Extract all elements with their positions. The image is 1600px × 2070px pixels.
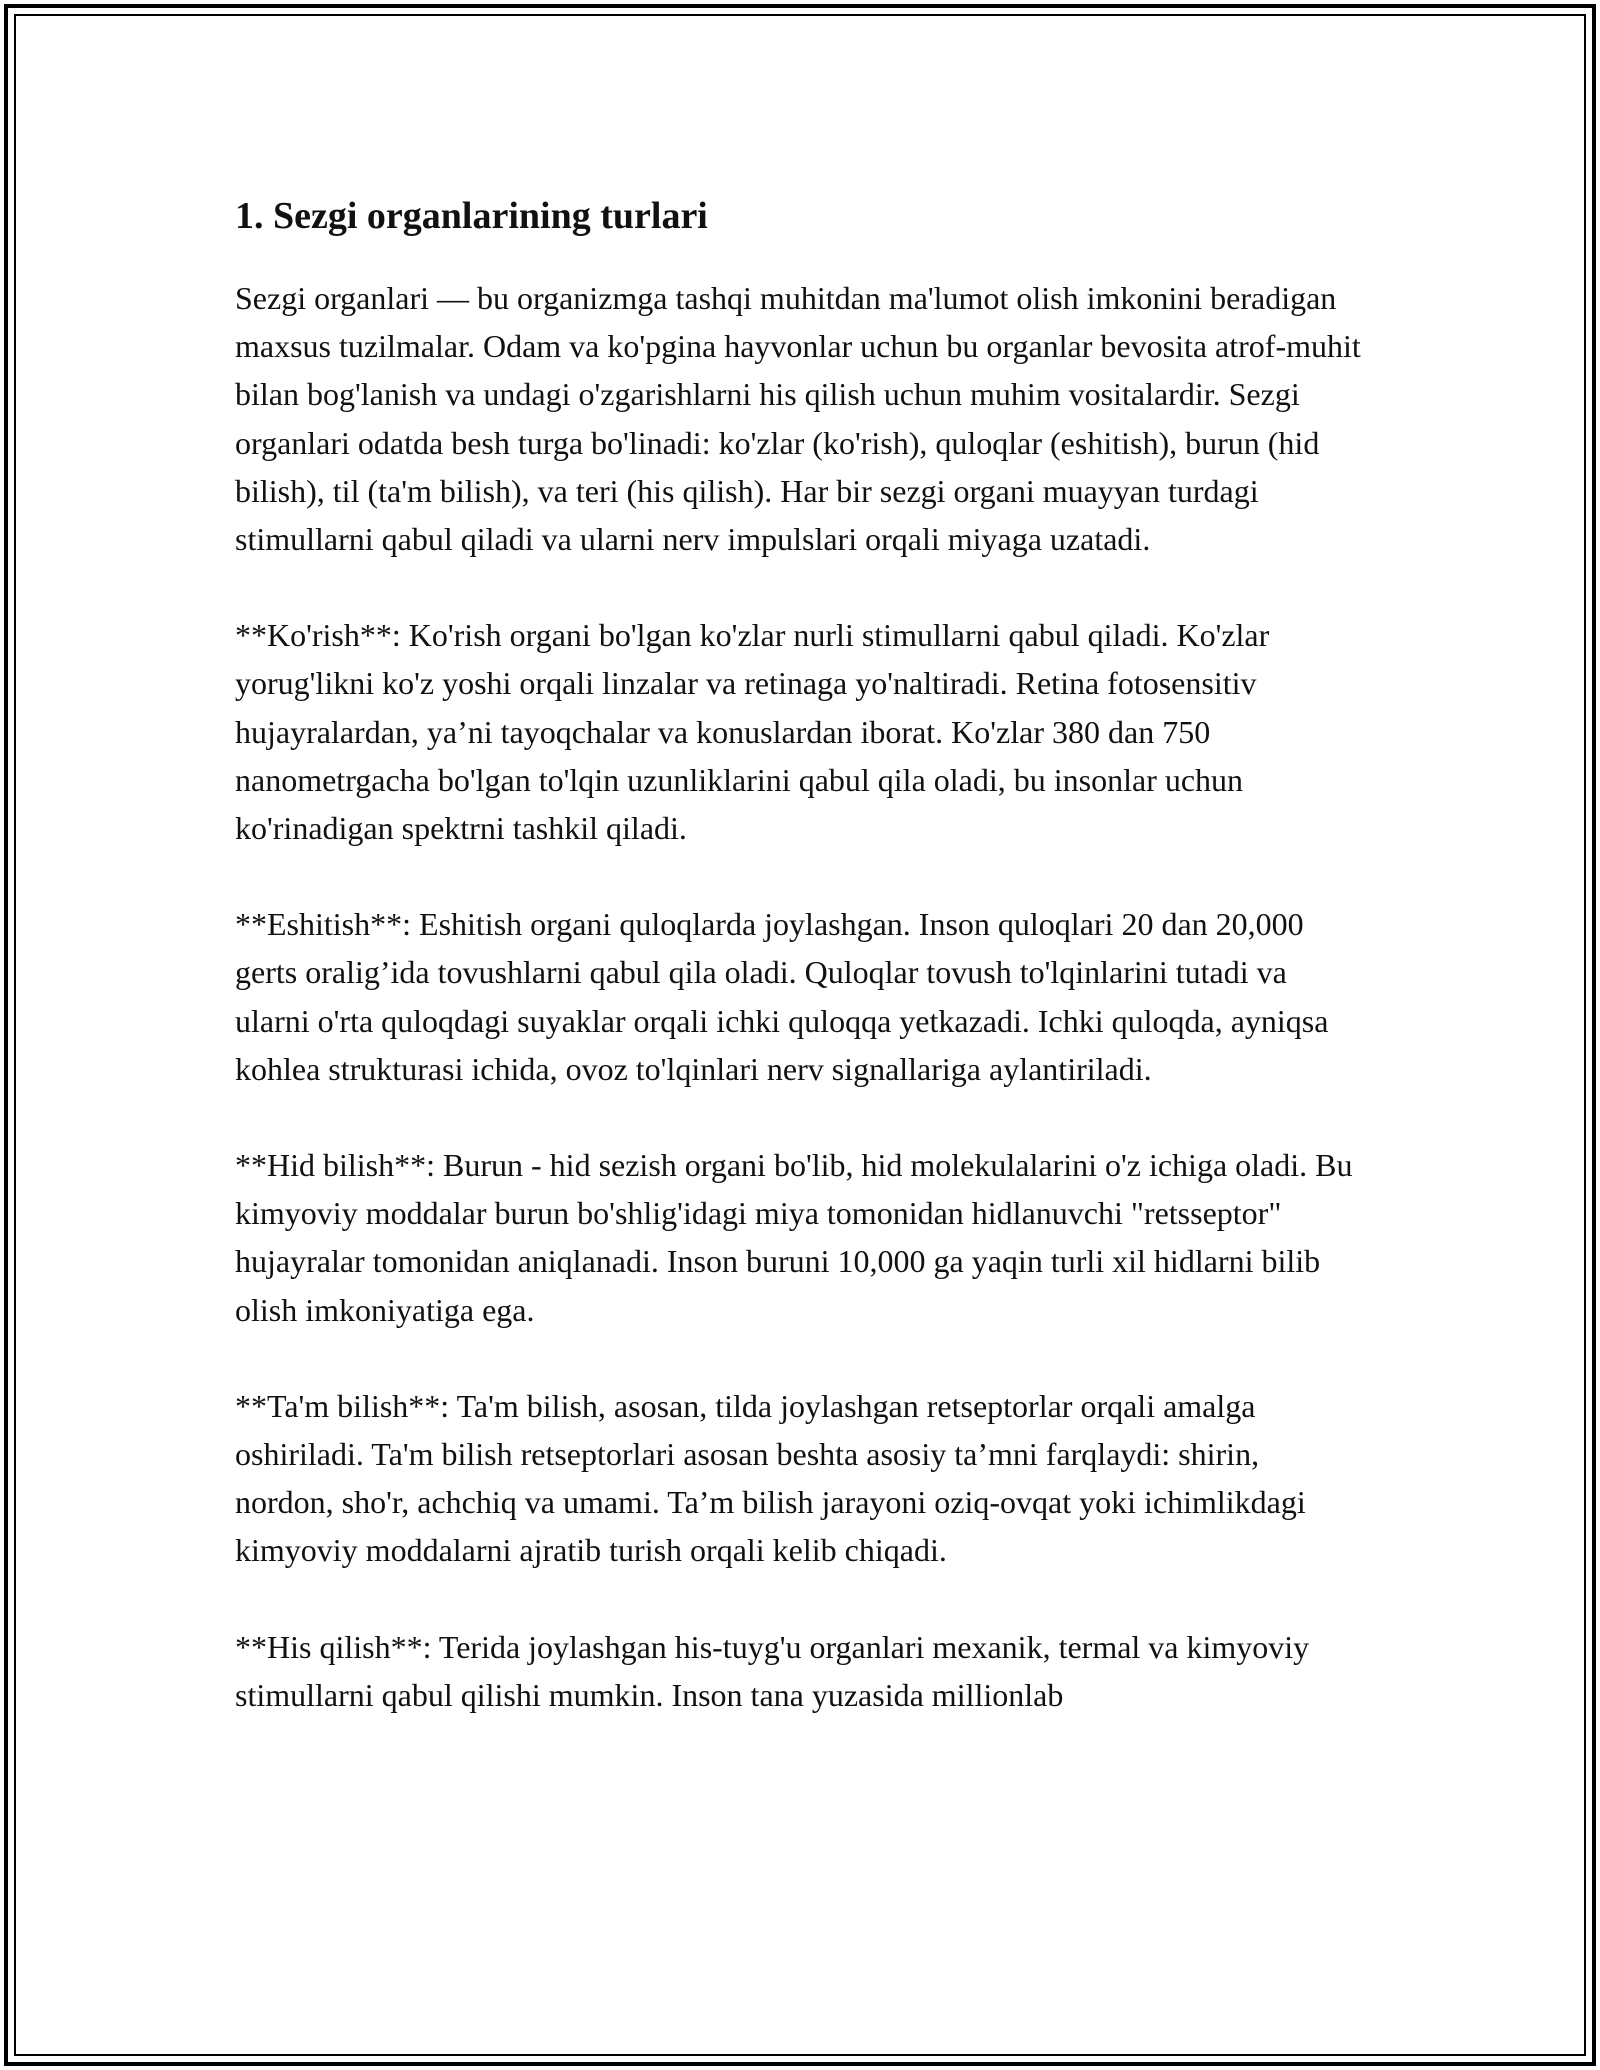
paragraph-hearing: **Eshitish**: Eshitish organi quloqlarda joylashgan. Inson quloqlari 20 dan 20,000 gerts oralig’ida tovushlarni qabul qila oladi. Quloqlar tovush to'lqinlarini tutadi va ularni o'rta quloqdagi suyaklar orqali ichki quloqqa yetkazadi. Ichki quloqda, ayniqsa kohlea strukturasi ichida, ovoz to'lqinlari nerv signallariga aylantiriladi.: [235, 906, 1329, 1087]
paragraph-taste: **Ta'm bilish**: Ta'm bilish, asosan, tilda joylashgan retseptorlar orqali amalga oshiriladi. Ta'm bilish retseptorlari asosan beshta asosiy ta’mni farqlaydi: shirin, nordon, sho'r, achchiq va umami. Ta’m bilish jarayoni oziq-ovqat yoki ichimlikdagi kimyoviy moddalarni ajratib turish orqali kelib chiqadi.: [235, 1387, 1306, 1569]
document-body: [235, 188, 1365, 1767]
paragraph-intro: Sezgi organlari — bu organizmga tashqi muhitdan ma'lumot olish imkonini beradigan maxsus tuzilmalar. Odam va ko'pgina hayvonlar uchun bu organlar bevosita atrof-muhit bilan bog'lanish va undagi o'zgarishlarni his qilish uchun muhim vositalardir. Sezgi organlari odatda besh turga bo'linadi: ko'zlar (ko'rish), quloqlar (eshitish), burun (hid bilish), til (ta'm bilish), va teri (his qilish). Har bir sezgi organi muayyan turdagi stimullarni qabul qiladi va ularni nerv impulslari orqali miyaga uzatadi.: [235, 280, 1361, 558]
paragraph-vision: **Ko'rish**: Ko'rish organi bo'lgan ko'zlar nurli stimullarni qabul qiladi. Ko'zlar yorug'likni ko'z yoshi orqali linzalar va retinaga yo'naltiradi. Retina fotosensitiv hujayralardan, ya’ni tayoqchalar va konuslardan iborat. Ko'zlar 380 dan 750 nanometrgacha bo'lgan to'lqin uzunliklarini qabul qila oladi, bu insonlar uchun ko'rinadigan spektrni tashkil qiladi.: [235, 617, 1270, 847]
paragraph-touch: **His qilish**: Terida joylashgan his-tuyg'u organlari mexanik, termal va kimyoviy stimullarni qabul qilishi mumkin. Inson tana yuzasida millionlab: [235, 1628, 1310, 1713]
paragraph-smell: **Hid bilish**: Burun - hid sezish organi bo'lib, hid molekulalarini o'z ichiga oladi. Bu kimyoviy moddalar burun bo'shlig'idagi miya tomonidan hidlanuvchi "retsseptor" hujayralar tomonidan aniqlanadi. Inson buruni 10,000 ga yaqin turli xil hidlarni bilib olish imkoniyatiga ega.: [235, 1147, 1353, 1328]
section-heading: 1. Sezgi organlarining turlari: [235, 195, 708, 237]
